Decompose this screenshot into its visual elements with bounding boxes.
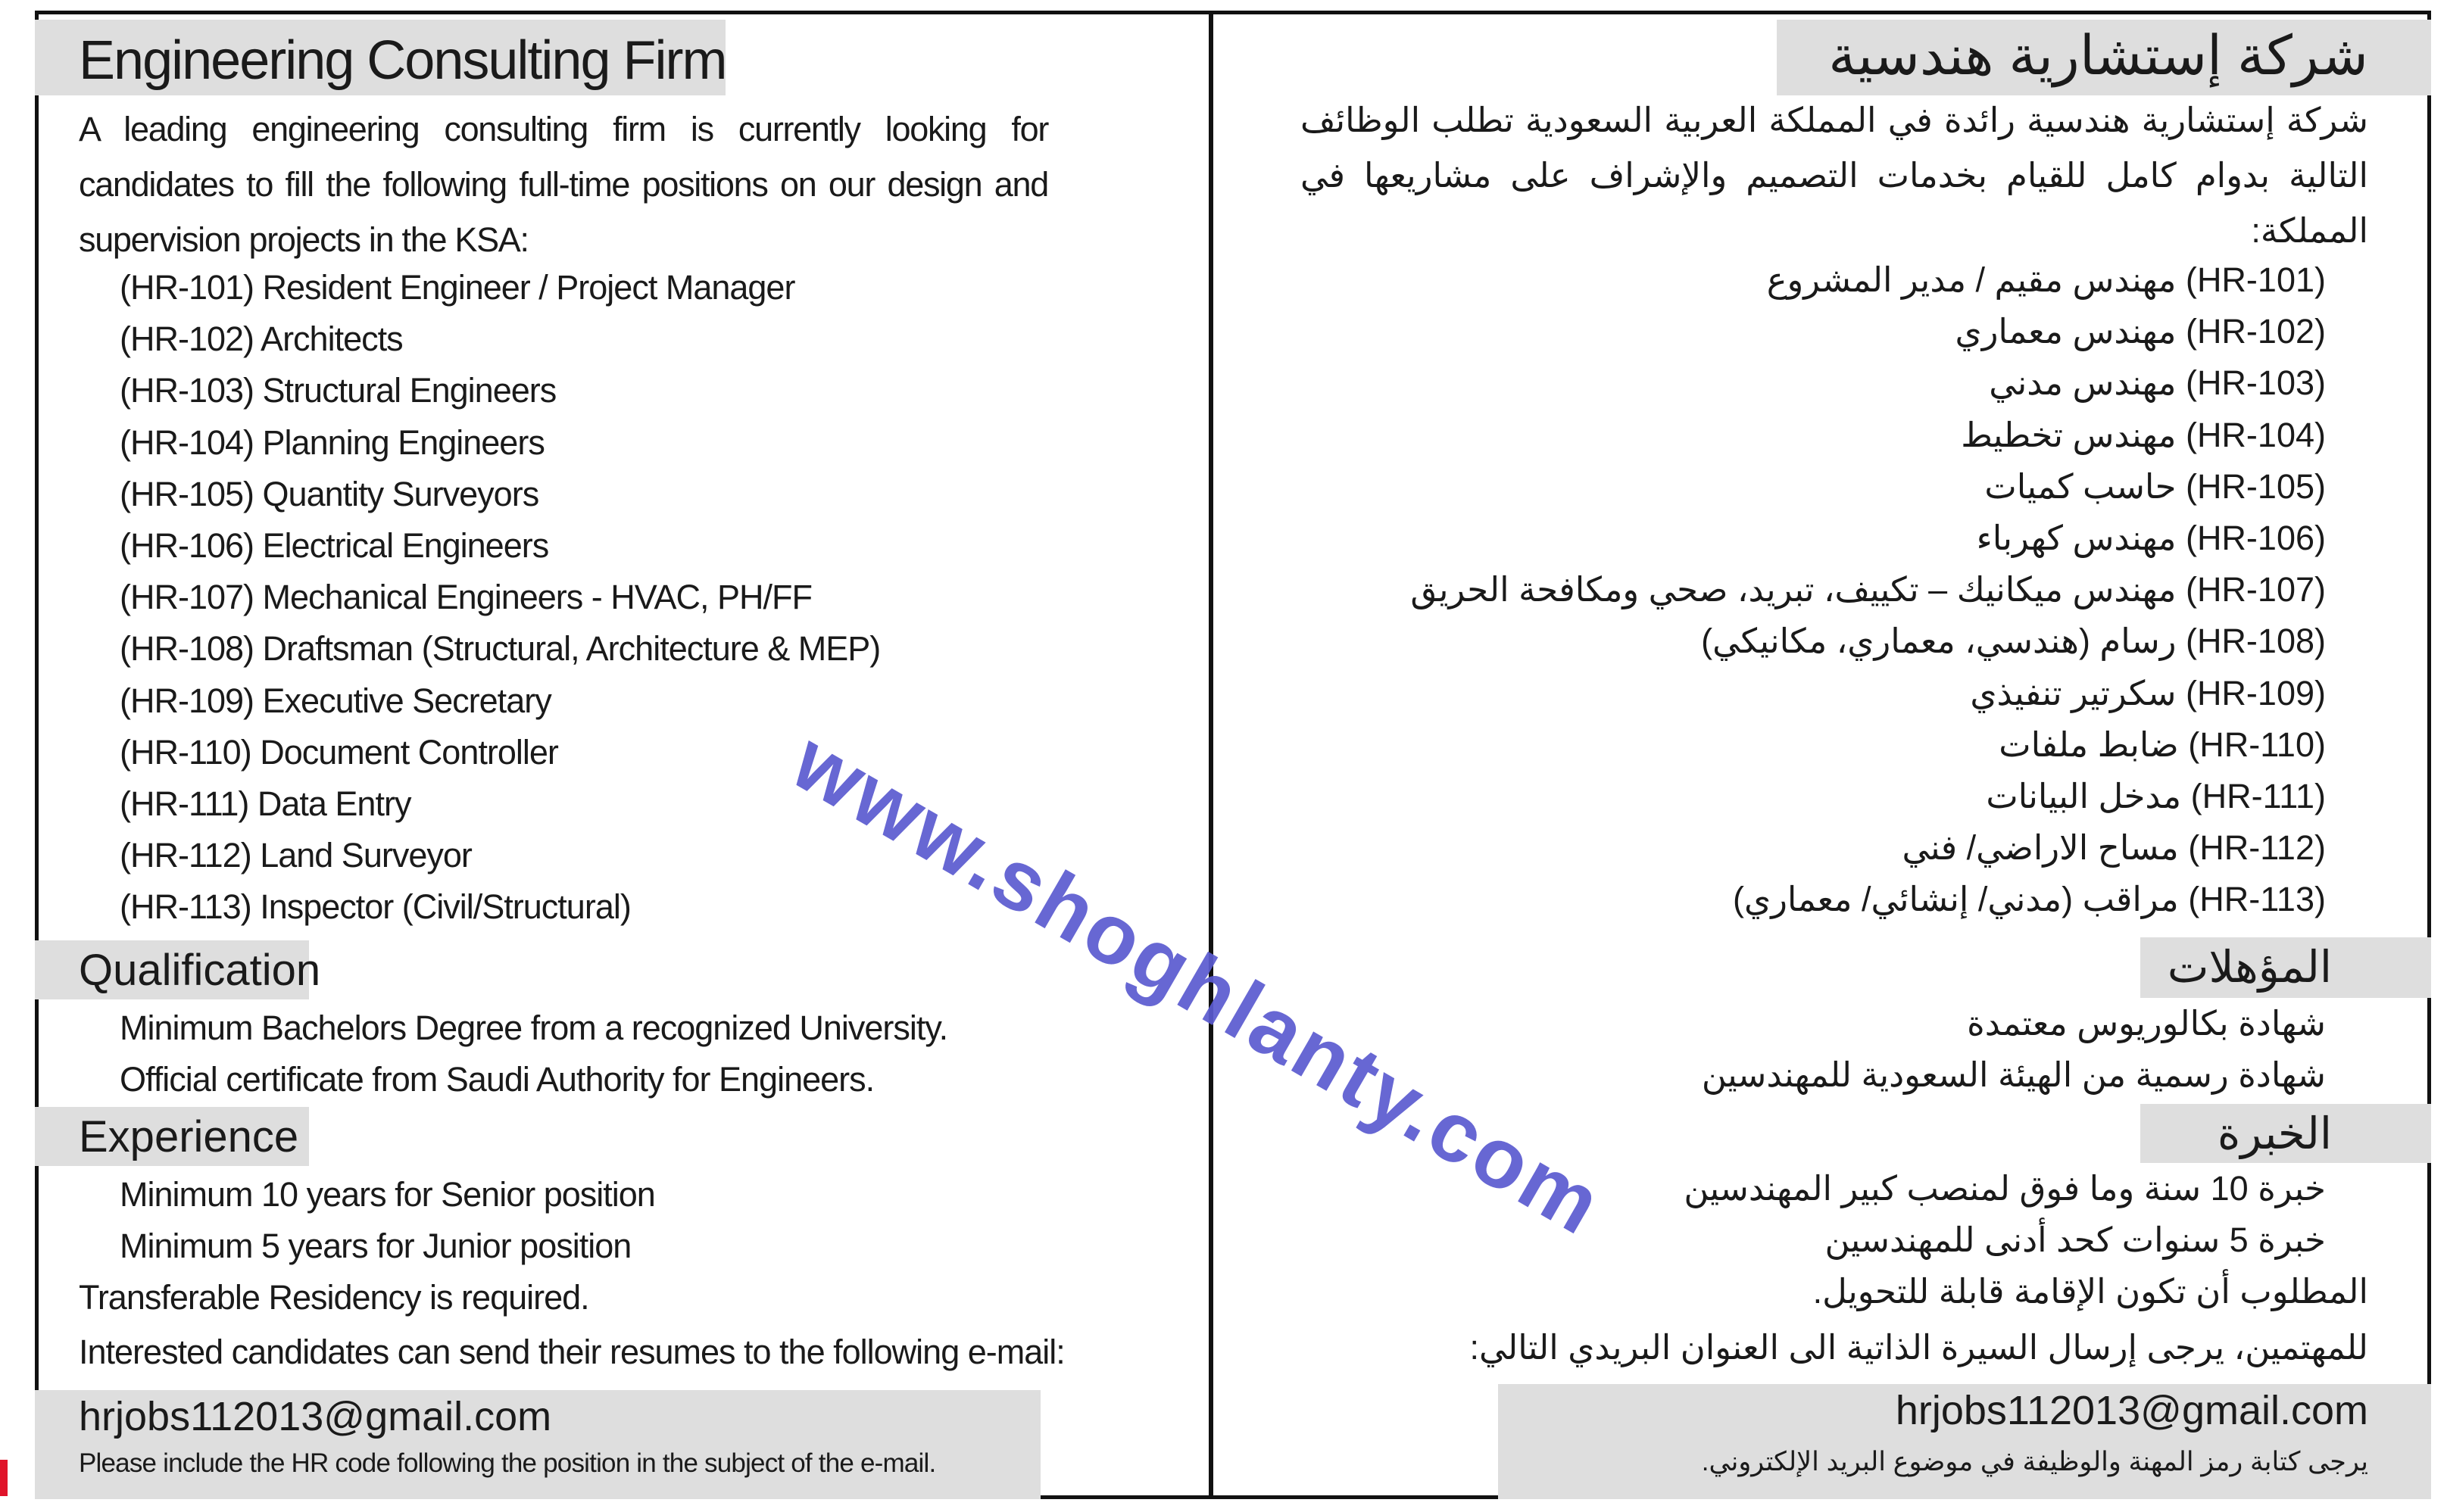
english-title: Engineering Consulting Firm [79,30,726,91]
english-qualification-heading: Qualification [79,946,321,995]
arabic-note: يرجى كتابة رمز المهنة والوظيفة في موضوع البريد الإلكتروني. [1701,1447,2368,1476]
list-item: (HR-113) Inspector (Civil/Structural) [120,887,631,927]
english-email[interactable]: hrjobs112013@gmail.com [79,1394,552,1439]
list-item: (HR-110) ضابط ملفات [1999,725,2326,764]
list-item: (HR-113) مراقب (مدني/ إنشائي/ معماري) [1732,880,2326,919]
list-item: (HR-105) حاسب كميات [1984,466,2326,506]
arabic-qualification-heading: المؤهلات [2167,943,2332,992]
english-intro: A leading engineering consulting firm is currently looking for candidates to fill the following full-time positions on our design and supervision projects in the KSA: [79,110,1048,259]
list-item: (HR-101) مهندس مقيم / مدير المشروع [1766,260,2326,299]
list-item: (HR-107) مهندس ميكانيك – تكييف، تبريد، صحي ومكافحة الحريق [1410,570,2326,609]
list-item: (HR-108) رسام (هندسي، معماري، مكانيكي) [1701,622,2326,661]
watermark: www.shoghlanty.com [777,712,1619,1254]
list-item: (HR-106) Electrical Engineers [120,526,549,566]
arabic-experience-2: خبرة 5 سنوات كحد أدنى للمهندسين [1824,1221,2326,1259]
english-experience-1: Minimum 10 years for Senior position [120,1175,655,1214]
list-item: (HR-103) مهندس مدني [1989,363,2326,403]
arabic-contact: للمهتمين، يرجى إرسال السيرة الذاتية الى العنوان البريدي التالي: [1469,1328,2368,1367]
english-contact: Interested candidates can send their resumes to the following e-mail: [79,1333,1065,1371]
edge-mark [0,1460,8,1496]
english-experience-heading: Experience [79,1112,299,1161]
list-item: (HR-112) Land Surveyor [120,836,472,875]
english-qualification-2: Official certificate from Saudi Authority for Engineers. [120,1060,875,1099]
english-experience-2: Minimum 5 years for Junior position [120,1227,632,1265]
list-item: (HR-104) مهندس تخطيط [1961,415,2326,454]
list-item: (HR-102) مهندس معماري [1955,312,2326,351]
arabic-qualification-1: شهادة بكالوريوس معتمدة [1967,1004,2326,1043]
arabic-experience-1: خبرة 10 سنة وما فوق لمنصب كبير المهندسين [1684,1169,2326,1208]
english-positions-list [120,262,880,934]
arabic-positions-list [1410,254,2326,926]
english-qualification-1: Minimum Bachelors Degree from a recognized University. [120,1009,948,1047]
column-divider [1209,11,1213,1499]
english-note: Please include the HR code following the position in the subject of the e-mail. [79,1448,936,1478]
arabic-residency: المطلوب أن تكون الإقامة قابلة للتحويل. [1812,1272,2368,1311]
arabic-email[interactable]: hrjobs112013@gmail.com [1895,1388,2368,1433]
list-item: (HR-109) Executive Secretary [120,681,551,720]
list-item: (HR-107) Mechanical Engineers - HVAC, PH/FF [120,578,812,617]
arabic-experience-heading: الخبرة [2217,1109,2332,1158]
list-item: (HR-111) مدخل البيانات [1986,777,2326,816]
list-item: (HR-103) Structural Engineers [120,371,557,410]
arabic-intro: شركة إستشارية هندسية رائدة في المملكة العربية السعودية تطلب الوظائف التالية بدوام كامل للقيام بخدمات التصميم والإشراف على مشاريعها في المملكة: [1300,101,2368,250]
list-item: (HR-101) Resident Engineer / Project Manager [120,268,795,307]
list-item: (HR-104) Planning Engineers [120,422,545,462]
arabic-title: شركة إستشارية هندسية [1828,26,2368,86]
list-item: (HR-106) مهندس كهرباء [1976,519,2326,558]
list-item: (HR-109) سكرتير تنفيذي [1970,673,2326,712]
list-item: (HR-105) Quantity Surveyors [120,474,539,513]
list-item: (HR-111) Data Entry [120,784,411,824]
list-item: (HR-108) Draftsman (Structural, Architecture & MEP) [120,629,881,669]
list-item: (HR-102) Architects [120,320,403,359]
list-item: (HR-110) Document Controller [120,732,558,772]
english-residency: Transferable Residency is required. [79,1278,589,1317]
list-item: (HR-112) مساح الاراضي/ فني [1902,828,2326,868]
arabic-qualification-2: شهادة رسمية من الهيئة السعودية للمهندسين [1701,1055,2326,1094]
